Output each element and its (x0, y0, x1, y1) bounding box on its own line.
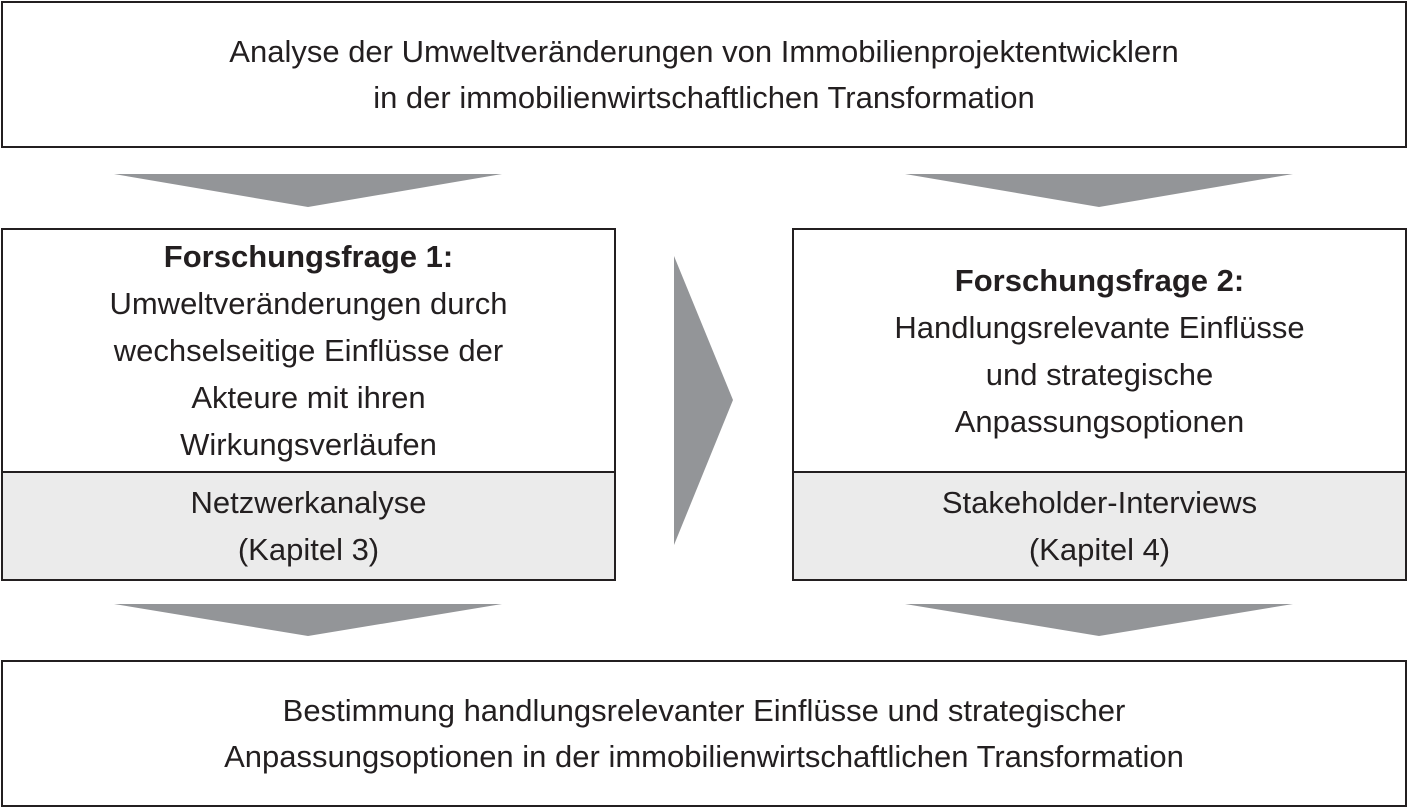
arrow-top-left (114, 174, 502, 207)
research-question-2-line: Anpassungsoptionen (954, 403, 1245, 439)
research-question-2-line: und strategische (985, 356, 1214, 392)
arrow-bottom-left (114, 604, 502, 636)
research-question-1-title: Forschungsfrage 1: (163, 239, 454, 274)
analysis-box (1, 1, 1407, 148)
arrow-top-right (905, 174, 1293, 207)
research-question-1-line: Akteure mit ihren (191, 380, 426, 415)
method-2-name: Stakeholder-Interviews (941, 485, 1258, 520)
research-question-1-text (3, 230, 614, 473)
analysis-line: in der immobilienwirtschaftlichen Transformation (373, 79, 1035, 115)
research-question-1-method (3, 473, 614, 579)
research-question-2-text (794, 230, 1405, 473)
arrow-middle-right (674, 256, 733, 545)
method-2-chapter: (Kapitel 4) (1028, 532, 1171, 567)
conclusion-line: Anpassungsoptionen in der immobilienwirtschaftlichen Transformation (224, 738, 1184, 774)
method-1-name: Netzwerkanalyse (190, 485, 427, 520)
arrow-bottom-right (905, 604, 1293, 636)
research-question-2-method (794, 473, 1405, 579)
conclusion-line: Bestimmung handlungsrelevanter Einflüsse und strategischer (282, 692, 1126, 728)
research-question-1-line: Wirkungsverläufen (180, 427, 437, 462)
research-question-2-line: Handlungsrelevante Einflüsse (894, 309, 1305, 345)
research-question-1-line: Umweltveränderungen durch (109, 286, 508, 321)
research-question-2-box (792, 228, 1407, 581)
research-question-1-line: wechselseitige Einflüsse der (113, 333, 504, 368)
analysis-line: Analyse der Umweltveränderungen von Immobilienprojektentwicklern (229, 33, 1179, 69)
method-1-chapter: (Kapitel 3) (237, 532, 380, 567)
conclusion-box (1, 660, 1407, 807)
research-question-1-box (1, 228, 616, 581)
research-question-2-title: Forschungsfrage 2: (954, 262, 1245, 298)
